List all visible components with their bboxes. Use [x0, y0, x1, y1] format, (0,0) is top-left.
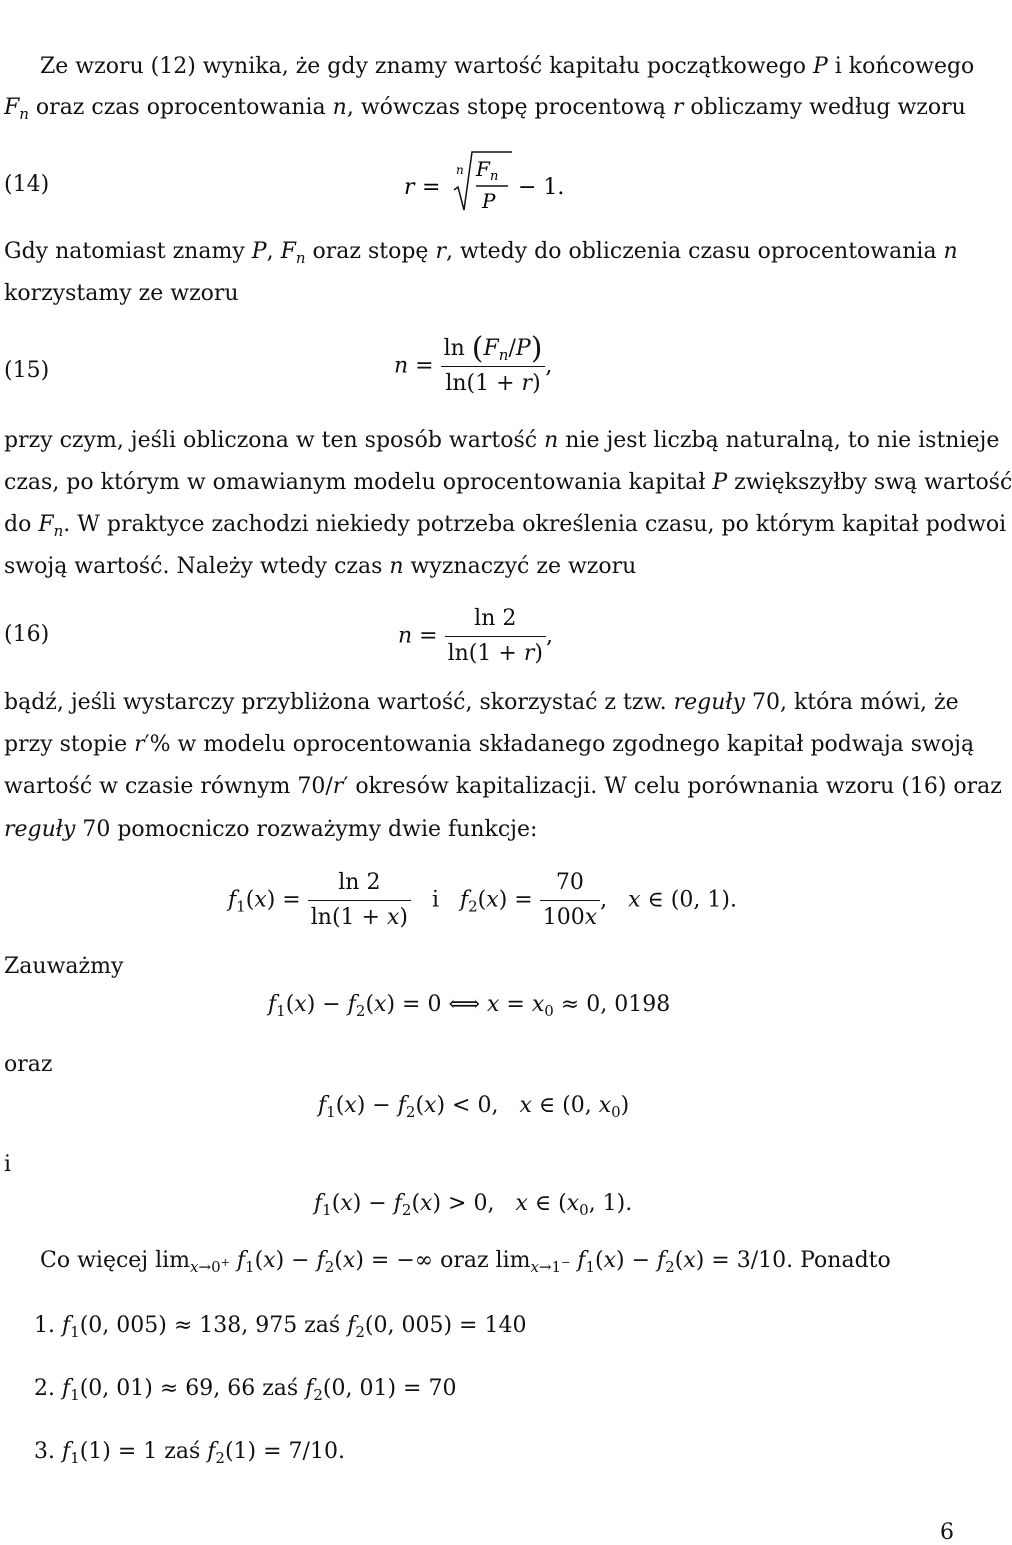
paragraph-1-line-1: Ze wzoru (12) wynika, że gdy znamy wartość kapitału początkowego P i końcowego: [40, 54, 975, 79]
list-item-3: 3. $f_1(1) = 1$ zaś $f_2(1) = 7/10$.: [34, 1439, 345, 1467]
equation-15-number: (15): [4, 358, 50, 383]
equation-14-number: (14): [4, 172, 50, 197]
paragraph-2-line-1: Gdy natomiast znamy P, $F_n$ oraz stopę r, wtedy do obliczenia czasu oprocentowania n: [4, 239, 958, 267]
paragraph-3-line-3: do $F_n$. W praktyce zachodzi niekiedy potrzeba określenia czasu, po którym kapitał podwoi: [4, 512, 1007, 540]
equation-diff-zero: $f_1(x) - f_2(x) = 0$ ⟺ $x = x_0 \approx 0$, 0198: [268, 992, 671, 1020]
equation-16-number: (16): [4, 622, 50, 647]
paragraph-3-line-1: przy czym, jeśli obliczona w ten sposób wartość n nie jest liczbą naturalną, to nie istnieje: [4, 428, 1000, 453]
text-zauwazmy: Zauważmy: [4, 954, 124, 979]
paragraph-1-line-2: $F_n$ oraz czas oprocentowania n, wówczas stopę procentową r obliczamy według wzoru: [4, 95, 966, 123]
equation-16: n = $\frac{\ln 2}{\ln(1 + r)}$ ,: [398, 602, 553, 671]
equation-14: [404, 150, 564, 226]
svg-text:P: P: [482, 189, 496, 213]
equation-14-svg: [404, 150, 564, 220]
paragraph-4-line-2: przy stopie r′% w modelu oprocentowania składanego zgodnego kapitał podwaja swoją: [4, 732, 975, 757]
svg-text:− 1.: − 1.: [518, 175, 565, 200]
paragraph-3-line-2: czas, po którym w omawianym modelu oprocentowania kapitał P zwiększyłby swą wartość: [4, 470, 1012, 495]
paragraph-4-line-4: reguły 70 pomocniczo rozważymy dwie funkcje:: [4, 817, 538, 842]
paragraph-2-line-2: korzystamy ze wzoru: [4, 281, 239, 306]
text-oraz: oraz: [4, 1052, 53, 1077]
svg-text:=: =: [422, 175, 441, 200]
list-item-2: 2. $f_1(0$, 01) ≈ 69, 66 zaś $f_2(0$, 01) = 70: [34, 1376, 457, 1404]
equation-diff-negative: $f_1(x) - f_2(x) < 0$, x ∈ (0, $x_0$): [318, 1093, 630, 1121]
paragraph-4-line-1: bądź, jeśli wystarczy przybliżona wartość, skorzystać z tzw. reguły 70, która mówi, że: [4, 690, 959, 715]
equation-15-fraction: $\frac{\ln (F_n/P)}{\ln(1 + r)}$: [441, 332, 546, 401]
equation-16-fraction: $\frac{\ln 2}{\ln(1 + r)}$: [445, 602, 546, 671]
list-item-1: 1. $f_1(0$, 005) ≈ 138, 975 zaś $f_2(0$, 005) = 140: [34, 1313, 527, 1341]
svg-text:n: n: [490, 169, 499, 184]
svg-text:r: r: [404, 175, 415, 200]
functions-definition: $f_1(x)$ = $\frac{\ln 2}{\ln(1 + x)}$ i $f_2(x)$ = $\frac{70}{100x}$ , x ∈ (0, 1).: [228, 866, 737, 935]
page-number: 6: [940, 1520, 954, 1545]
paragraph-4-line-3: wartość w czasie równym 70/r′ okresów kapitalizacji. W celu porównania wzoru (16) oraz: [4, 774, 1002, 799]
paragraph-co-wiecej: Co więcej $\lim_{x\to 0^+} f_1(x) - f_2(x)$ = −∞ oraz $\lim_{x\to 1^-} f_1(x) - f_2(x) = 3/10$. Ponadto: [40, 1248, 891, 1276]
equation-15: n = $\frac{\ln (F_n/P)}{\ln(1 + r)}$ ,: [394, 332, 552, 401]
svg-text:n: n: [456, 163, 464, 177]
paragraph-3-line-4: swoją wartość. Należy wtedy czas n wyznaczyć ze wzoru: [4, 554, 637, 579]
equation-diff-positive: $f_1(x) - f_2(x) > 0$, x ∈ ($x_0$, 1).: [314, 1191, 633, 1219]
svg-text:F: F: [476, 157, 490, 181]
text-i: i: [4, 1152, 12, 1177]
